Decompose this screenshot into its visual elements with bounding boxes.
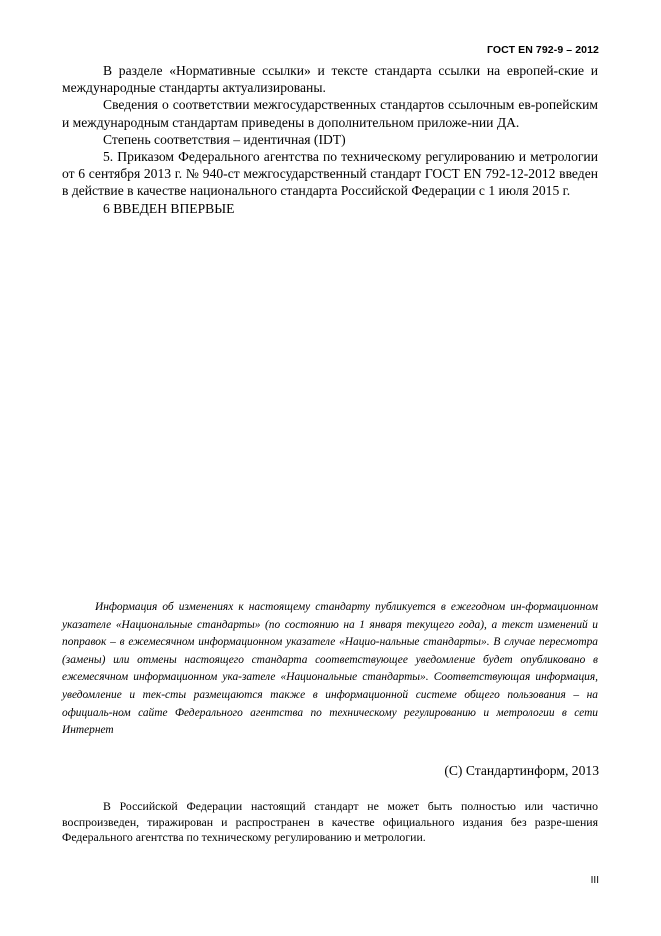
rights-notice-text: В Российской Федерации настоящий стандарт не может быть полностью или частично воспроизведен, тиражирован и распространен в качестве официального издания без разре-шения Федерального агентства по техническому регулированию и метрологии. — [62, 799, 598, 845]
info-notice-text: Информация об изменениях к настоящему стандарту публикуется в ежегодном ин-формационном указателе «Национальные стандарты» (по состоянию на 1 января текущего года), а текст изменений и поправок – в ежемесячном информационном указателе «Нацио-нальные стандарты». В случае пересмотра (замены) или отмены настоящего стандарта соответствующее уведомление будет опубликовано в ежемесячном информационном ука-зателе «Национальные стандарты». Соответствующая информация, уведомление и тек-сты размещаются также в информационной системе общего пользования – на официаль-ном сайте Федерального агентства по техническому регулированию и метрологии в сети Интернет — [62, 601, 598, 737]
paragraph-item-6: 6 ВВЕДЕН ВПЕРВЫЕ — [103, 200, 235, 216]
paragraph-conformity-info: Сведения о соответствии межгосударственных стандартов ссылочным ев-ропейским и международным стандартам приведены в дополнительном приложе-нии ДА. — [62, 97, 598, 130]
document-code-header: ГОСТ EN 792-9 – 2012 — [486, 44, 599, 56]
copyright-line: (С) Стандартинформ, 2013 — [444, 763, 599, 778]
paragraph-order-item-5: 5. Приказом Федерального агентства по техническому регулированию и метрологии от 6 сентября 2013 г. № 940-ст межгосударственный стандарт ГОСТ EN 792-12-2012 введен в действие в качестве национального стандарта Российской Федерации с 1 июля 2015 г. — [62, 149, 598, 199]
paragraph-degree-of-conformity: Степень соответствия – идентичная (IDT) — [103, 131, 346, 147]
page-number: III — [590, 875, 599, 886]
rights-notice-block — [62, 799, 598, 846]
preface-section — [62, 62, 598, 217]
paragraph-normative-references: В разделе «Нормативные ссылки» и тексте стандарта ссылки на европей-ские и международные стандарты актуализированы. — [62, 63, 598, 96]
info-notice-block — [62, 599, 598, 740]
